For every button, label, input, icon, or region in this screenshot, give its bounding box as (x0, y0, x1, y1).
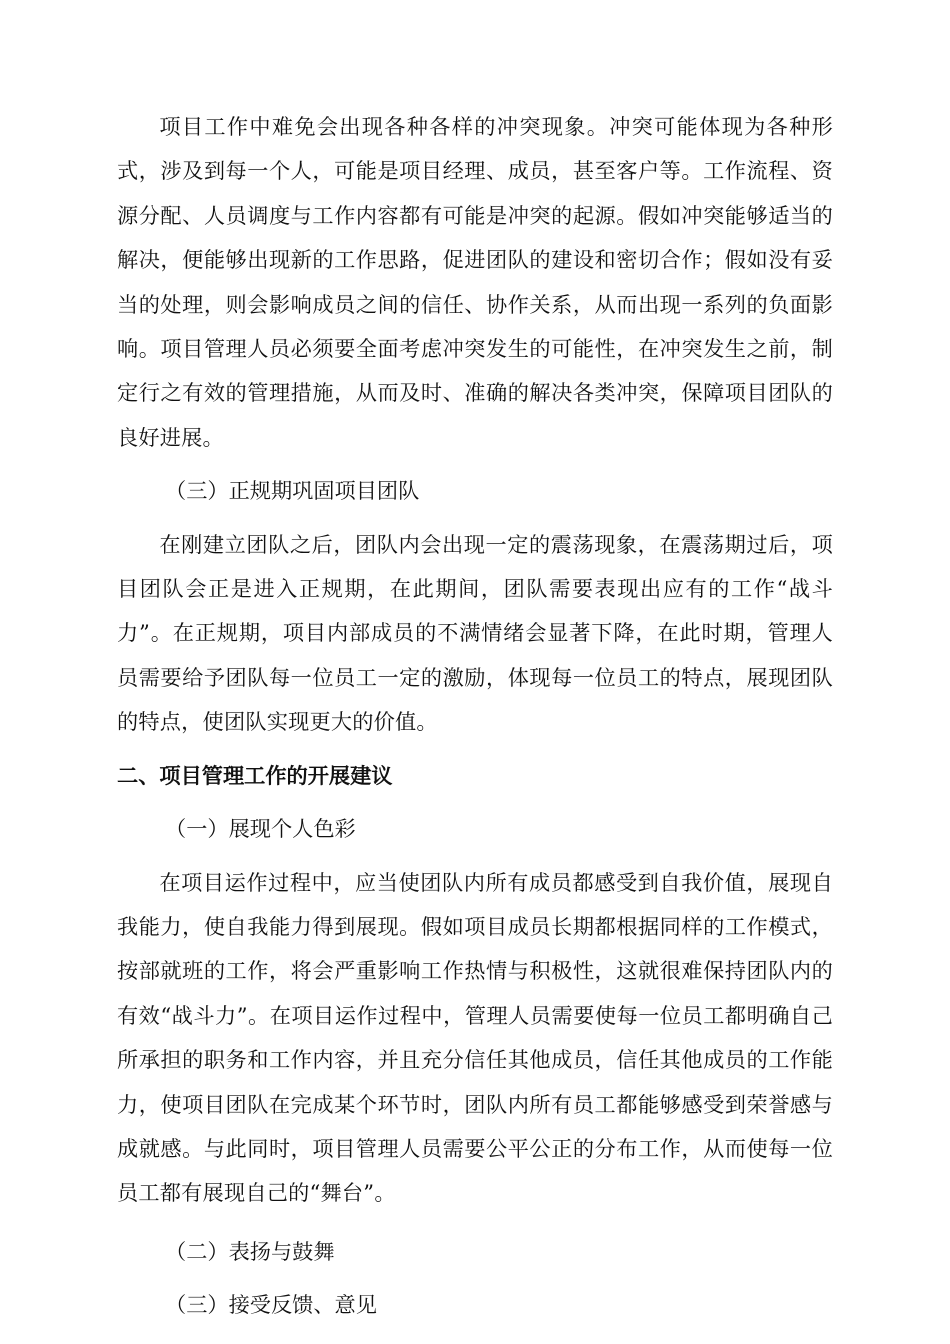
subheading-personal-color: （一）展现个人色彩 (165, 816, 356, 842)
paragraph-norming: 在刚建立团队之后，团队内会出现一定的震荡现象，在震荡期过后，项目团队会正是进入正规期，在此期间，团队需要表现出应有的工作“战斗力”。在正规期，项目内部成员的不满情绪会显著下降，在此时期，管理人员需要给予团队每一位员工一定的激励，体现每一位员工的特点，展现团队的特点，使团队实现更大的价值。 (117, 531, 833, 735)
subheading-praise: （二）表扬与鼓舞 (165, 1238, 335, 1264)
subheading-feedback: （三）接受反馈、意见 (165, 1292, 377, 1318)
document-page (117, 105, 833, 1328)
subheading-norming-stage: （三）正规期巩固项目团队 (165, 478, 420, 504)
paragraph-personal-color: 在项目运作过程中，应当使团队内所有成员都感受到自我价值，展现自我能力，使自我能力得到展现。假如项目成员长期都根据同样的工作模式，按部就班的工作，将会严重影响工作热情与积极性，这就很难保持团队内的有效“战斗力”。在项目运作过程中，管理人员需要使每一位员工都明确自己所承担的职务和工作内容，并且充分信任其他成员，信任其他成员的工作能力，使项目团队在完成某个环节时，团队内所有员工都能够感受到荣誉感与成就感。与此同时，项目管理人员需要公平公正的分布工作，从而使每一位员工都有展现自己的“舞台”。 (117, 869, 833, 1206)
paragraph-conflict: 项目工作中难免会出现各种各样的冲突现象。冲突可能体现为各种形式，涉及到每一个人，可能是项目经理、成员，甚至客户等。工作流程、资源分配、人员调度与工作内容都有可能是冲突的起源。假如冲突能够适当的解决，便能够出现新的工作思路，促进团队的建设和密切合作；假如没有妥当的处理，则会影响成员之间的信任、协作关系，从而出现一系列的负面影响。项目管理人员必须要全面考虑冲突发生的可能性，在冲突发生之前，制定行之有效的管理措施，从而及时、准确的解决各类冲突，保障项目团队的良好进展。 (117, 114, 833, 450)
section-heading-suggestions: 二、项目管理工作的开展建议 (117, 762, 393, 788)
